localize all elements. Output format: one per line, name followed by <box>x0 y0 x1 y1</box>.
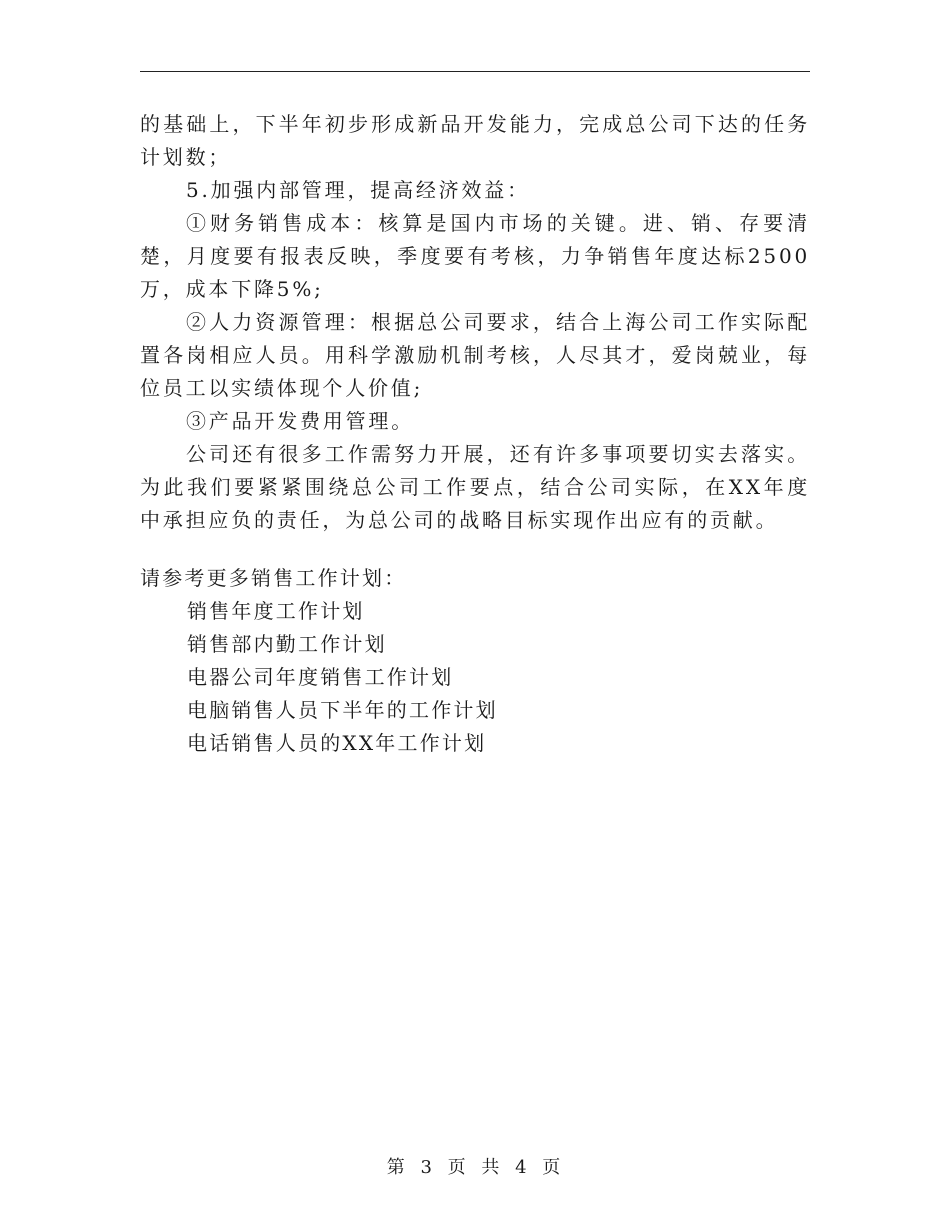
reference-link[interactable]: 销售年度工作计划 <box>187 599 365 623</box>
paragraph: 公司还有很多工作需努力开展，还有许多事项要切实去落实。为此我们要紧紧围绕总公司工作要点，结合公司实际，在XX年度中承担应负的责任，为总公司的战略目标实现作出应有的贡献。 <box>140 442 810 532</box>
paragraph: 的基础上，下半年初步形成新品开发能力，完成总公司下达的任务计划数； <box>140 112 810 169</box>
reference-link[interactable]: 电器公司年度销售工作计划 <box>187 665 454 689</box>
reference-link[interactable]: 电脑销售人员下半年的工作计划 <box>187 698 498 722</box>
paragraph: 5.加强内部管理，提高经济效益： <box>186 178 530 202</box>
paragraph: ③产品开发费用管理。 <box>186 409 414 433</box>
paragraph: ②人力资源管理：根据总公司要求，结合上海公司工作实际配置各岗相应人员。用科学激励机制考核，人尽其才，爱岗兢业，每位员工以实绩体现个人价值; <box>140 310 810 400</box>
page-number: 第 3 页 共 4 页 <box>386 1157 564 1178</box>
header-rule <box>140 71 810 72</box>
paragraph: ①财务销售成本：核算是国内市场的关键。进、销、存要清楚，月度要有报表反映，季度要有考核，力争销售年度达标2500万，成本下降5%; <box>140 211 810 301</box>
reference-link[interactable]: 电话销售人员的XX年工作计划 <box>187 731 487 755</box>
body-text <box>140 108 810 537</box>
reference-heading: 请参考更多销售工作计划： <box>140 566 407 590</box>
reference-link[interactable]: 销售部内勤工作计划 <box>187 632 387 656</box>
reference-section <box>140 562 810 760</box>
